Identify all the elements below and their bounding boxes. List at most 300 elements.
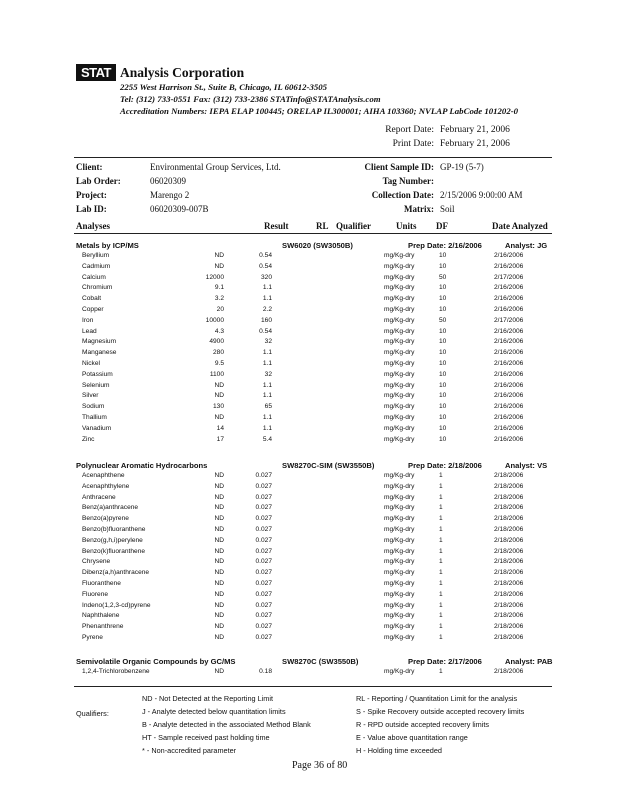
date-analyzed-value: 2/18/2006 [494, 493, 524, 501]
df-value: 10 [439, 392, 447, 400]
result-value: 20 [216, 306, 224, 313]
table-row [74, 349, 554, 359]
divider-top [74, 157, 552, 158]
col-analyses: Analyses [76, 221, 111, 231]
table-row [74, 263, 554, 273]
section-analyst-svoc: Analyst: PAB [505, 657, 553, 666]
units-value: mg/Kg-dry [384, 262, 415, 270]
company-contact: Tel: (312) 733-0551 Fax: (312) 733-2386 STATinfo@STATAnalysis.com [120, 94, 381, 104]
analyte-name: Acenaphthene [82, 472, 125, 479]
df-value: 1 [439, 601, 443, 609]
stat-logo: STAT [76, 64, 116, 81]
units-value: mg/Kg-dry [384, 273, 415, 281]
table-row [74, 591, 554, 601]
units-value: mg/Kg-dry [384, 472, 415, 479]
rl-value: 32 [264, 338, 272, 346]
section-analyst-pah: Analyst: VS [505, 461, 548, 470]
accreditation-numbers: Accreditation Numbers: IEPA ELAP 100445; ORELAP IL300001; AIHA 103360; NVLAP LabCode 101202-0 [120, 106, 519, 116]
df-value: 1 [439, 668, 443, 675]
df-value: 10 [439, 284, 447, 292]
date-analyzed-value: 2/16/2006 [494, 403, 524, 411]
report-date-label: Report Date: [385, 125, 434, 135]
qualifier-r: R - RPD outside accepted recovery limits [356, 720, 490, 729]
qualifier-star: * - Non-accredited parameter [142, 746, 237, 755]
table-row [74, 558, 554, 568]
table-row [74, 602, 554, 612]
rl-value: 65 [264, 403, 272, 411]
rl-value: 0.027 [255, 590, 272, 598]
qualifiers-label: Qualifiers: [76, 709, 109, 718]
project-label: Project: [76, 190, 107, 200]
result-value: ND [214, 536, 224, 544]
date-analyzed-value: 2/18/2006 [494, 590, 524, 598]
units-value: mg/Kg-dry [384, 403, 415, 411]
units-value: mg/Kg-dry [384, 504, 415, 512]
result-value: 280 [212, 349, 224, 357]
df-value: 10 [439, 262, 447, 270]
rl-value: 1.1 [262, 349, 272, 357]
units-value: mg/Kg-dry [384, 526, 415, 533]
df-value: 50 [439, 273, 447, 281]
table-row [74, 668, 554, 678]
collection-date-value: 2/15/2006 9:00:00 AM [440, 190, 523, 200]
table-row [74, 580, 554, 590]
df-value: 1 [439, 590, 443, 598]
analyte-name: Vanadium [82, 424, 112, 432]
units-value: mg/Kg-dry [384, 295, 415, 303]
rl-value: 0.54 [259, 327, 272, 335]
result-value: ND [214, 590, 224, 598]
df-value: 10 [439, 252, 447, 259]
units-value: mg/Kg-dry [384, 338, 415, 346]
table-row [74, 252, 554, 262]
df-value: 1 [439, 558, 443, 566]
date-analyzed-value: 2/16/2006 [494, 306, 524, 313]
result-value: ND [214, 558, 224, 566]
col-df: DF [436, 221, 448, 231]
date-analyzed-value: 2/16/2006 [494, 381, 524, 389]
qualifier-nd: ND - Not Detected at the Reporting Limit [142, 694, 273, 703]
result-value: ND [214, 569, 224, 577]
table-row [74, 504, 554, 514]
col-date-analyzed: Date Analyzed [492, 221, 548, 231]
units-value: mg/Kg-dry [384, 569, 415, 577]
table-row [74, 425, 554, 435]
df-value: 1 [439, 547, 443, 555]
table-row [74, 414, 554, 424]
table-row [74, 548, 554, 558]
result-value: ND [214, 381, 224, 389]
date-analyzed-value: 2/18/2006 [494, 623, 524, 631]
qualifier-b: B - Analyte detected in the associated Method Blank [142, 720, 311, 729]
df-value: 10 [439, 370, 447, 378]
table-row [74, 436, 554, 446]
df-value: 1 [439, 536, 443, 544]
date-analyzed-value: 2/18/2006 [494, 668, 524, 675]
units-value: mg/Kg-dry [384, 668, 415, 675]
result-value: ND [214, 252, 224, 259]
analyte-name: Zinc [82, 435, 95, 443]
analyte-name: Beryllium [82, 252, 110, 259]
rl-value: 0.027 [255, 623, 272, 631]
df-value: 1 [439, 580, 443, 587]
matrix-label: Matrix: [404, 204, 434, 214]
result-value: ND [214, 392, 224, 400]
date-analyzed-value: 2/17/2006 [494, 316, 524, 324]
qualifier-ht: HT - Sample received past holding time [142, 733, 270, 742]
df-value: 10 [439, 424, 447, 432]
df-value: 1 [439, 472, 443, 479]
df-value: 10 [439, 327, 447, 335]
date-analyzed-value: 2/16/2006 [494, 349, 524, 357]
result-value: 17 [216, 435, 224, 443]
df-value: 1 [439, 515, 443, 523]
date-analyzed-value: 2/18/2006 [494, 515, 524, 523]
table-row [74, 494, 554, 504]
result-value: 10000 [205, 316, 224, 324]
table-row [74, 569, 554, 579]
date-analyzed-value: 2/16/2006 [494, 424, 524, 432]
sample-id-value: GP-19 (5-7) [440, 162, 484, 172]
date-analyzed-value: 2/18/2006 [494, 601, 524, 609]
result-value: 14 [216, 424, 224, 432]
qualifier-e: E - Value above quantitation range [356, 733, 468, 742]
df-value: 10 [439, 349, 447, 357]
analyte-name: Sodium [82, 403, 105, 411]
result-value: ND [214, 668, 224, 675]
df-value: 1 [439, 612, 443, 620]
analyte-name: Cobalt [82, 295, 102, 303]
result-value: ND [214, 612, 224, 620]
units-value: mg/Kg-dry [384, 424, 415, 432]
table-row [74, 537, 554, 547]
units-value: mg/Kg-dry [384, 515, 415, 523]
rl-value: 1.1 [262, 392, 272, 400]
df-value: 10 [439, 414, 447, 421]
df-value: 1 [439, 569, 443, 577]
df-value: 1 [439, 526, 443, 533]
analyte-name: Pyrene [82, 634, 103, 641]
date-analyzed-value: 2/18/2006 [494, 547, 524, 555]
col-units: Units [396, 221, 417, 231]
analyte-name: 1,2,4-Trichlorobenzene [82, 668, 150, 675]
analyte-name: Copper [82, 306, 104, 313]
df-value: 10 [439, 295, 447, 303]
result-value: ND [214, 414, 224, 421]
qualifier-j: J - Analyte detected below quantitation limits [142, 707, 286, 716]
table-row [74, 612, 554, 622]
rl-value: 0.027 [255, 526, 272, 533]
date-analyzed-value: 2/16/2006 [494, 295, 524, 303]
table-row [74, 306, 554, 316]
analyte-name: Thallium [82, 414, 107, 421]
units-value: mg/Kg-dry [384, 536, 415, 544]
date-analyzed-value: 2/18/2006 [494, 526, 524, 533]
rl-value: 0.027 [255, 580, 272, 587]
matrix-value: Soil [440, 204, 455, 214]
analyte-name: Benzo(b)fluoranthene [82, 526, 146, 533]
analyte-name: Fluoranthene [82, 580, 121, 587]
report-date: February 21, 2006 [440, 125, 510, 135]
result-value: ND [214, 580, 224, 587]
rl-value: 0.027 [255, 601, 272, 609]
units-value: mg/Kg-dry [384, 623, 415, 631]
units-value: mg/Kg-dry [384, 601, 415, 609]
units-value: mg/Kg-dry [384, 590, 415, 598]
units-value: mg/Kg-dry [384, 284, 415, 292]
df-value: 10 [439, 381, 447, 389]
df-value: 10 [439, 306, 447, 313]
table-row [74, 634, 554, 644]
units-value: mg/Kg-dry [384, 547, 415, 555]
col-result: Result [264, 221, 289, 231]
table-row [74, 328, 554, 338]
section-prep-pah: Prep Date: 2/18/2006 [408, 461, 482, 470]
rl-value: 0.027 [255, 612, 272, 620]
date-analyzed-value: 2/16/2006 [494, 435, 524, 443]
result-value: ND [214, 547, 224, 555]
lab-id-label: Lab ID: [76, 204, 107, 214]
table-row [74, 392, 554, 402]
analyte-name: Chrysene [82, 558, 111, 566]
page-number: Page 36 of 80 [292, 760, 348, 771]
rl-value: 1.1 [262, 414, 272, 421]
units-value: mg/Kg-dry [384, 493, 415, 501]
date-analyzed-value: 2/16/2006 [494, 338, 524, 346]
df-value: 50 [439, 316, 447, 324]
units-value: mg/Kg-dry [384, 349, 415, 357]
result-value: ND [214, 634, 224, 641]
sample-id-label: Client Sample ID: [364, 162, 434, 172]
rl-value: 160 [260, 316, 272, 324]
date-analyzed-value: 2/17/2006 [494, 273, 524, 281]
rl-value: 0.027 [255, 482, 272, 490]
analyte-name: Selenium [82, 381, 110, 389]
units-value: mg/Kg-dry [384, 414, 415, 421]
units-value: mg/Kg-dry [384, 327, 415, 335]
rl-value: 0.027 [255, 472, 272, 479]
table-row [74, 371, 554, 381]
date-analyzed-value: 2/16/2006 [494, 262, 524, 270]
section-prep-metals: Prep Date: 2/16/2006 [408, 241, 482, 250]
qualifier-h: H - Holding time exceeded [356, 746, 442, 755]
date-analyzed-value: 2/18/2006 [494, 580, 524, 587]
table-row [74, 515, 554, 525]
result-value: ND [214, 526, 224, 533]
print-date: February 21, 2006 [440, 139, 510, 149]
analyte-name: Magnesium [82, 338, 117, 346]
rl-value: 0.027 [255, 569, 272, 577]
analyte-name: Chromium [82, 284, 113, 292]
divider-footer [74, 686, 552, 687]
df-value: 1 [439, 493, 443, 501]
analyte-name: Benzo(g,h,i)perylene [82, 536, 143, 544]
company-address: 2255 West Harrison St., Suite B, Chicago, IL 60612-3505 [120, 82, 328, 92]
date-analyzed-value: 2/18/2006 [494, 612, 524, 620]
table-row [74, 472, 554, 482]
qualifier-rl: RL - Reporting / Quantitation Limit for the analysis [356, 694, 518, 703]
analyte-name: Fluorene [82, 590, 109, 598]
rl-value: 320 [260, 273, 272, 281]
date-analyzed-value: 2/16/2006 [494, 414, 524, 421]
result-value: 3.2 [214, 295, 224, 303]
table-row [74, 526, 554, 536]
section-method-metals: SW6020 (SW3050B) [282, 241, 353, 250]
date-analyzed-value: 2/18/2006 [494, 634, 524, 641]
table-row [74, 403, 554, 413]
units-value: mg/Kg-dry [384, 558, 415, 566]
analyte-name: Calcium [82, 273, 106, 281]
result-value: ND [214, 623, 224, 631]
lab-order-label: Lab Order: [76, 176, 121, 186]
df-value: 1 [439, 482, 443, 490]
table-row [74, 483, 554, 493]
collection-date-label: Collection Date: [371, 190, 434, 200]
date-analyzed-value: 2/18/2006 [494, 569, 524, 577]
table-row [74, 284, 554, 294]
date-analyzed-value: 2/16/2006 [494, 252, 524, 259]
analyte-name: Acenaphthylene [82, 482, 130, 490]
result-value: 4900 [209, 338, 224, 346]
analyte-name: Lead [82, 327, 97, 335]
df-value: 10 [439, 338, 447, 346]
tag-number-label: Tag Number: [382, 176, 434, 186]
result-value: ND [214, 601, 224, 609]
units-value: mg/Kg-dry [384, 316, 415, 324]
rl-value: 1.1 [262, 284, 272, 292]
section-title-svoc: Semivolatile Organic Compounds by GC/MS [76, 657, 236, 666]
result-value: 130 [212, 403, 224, 411]
analyte-name: Dibenz(a,h)anthracene [82, 569, 150, 577]
rl-value: 5.4 [262, 435, 272, 443]
result-value: 9.5 [214, 360, 224, 367]
col-qualifier: Qualifier [336, 221, 371, 231]
date-analyzed-value: 2/16/2006 [494, 284, 524, 292]
units-value: mg/Kg-dry [384, 370, 415, 378]
analyte-name: Phenanthrene [82, 623, 124, 631]
rl-value: 1.1 [262, 381, 272, 389]
df-value: 10 [439, 403, 447, 411]
qualifier-s: S - Spike Recovery outside accepted recovery limits [356, 707, 525, 716]
rl-value: 0.54 [259, 252, 272, 259]
table-row [74, 360, 554, 370]
df-value: 1 [439, 504, 443, 512]
units-value: mg/Kg-dry [384, 306, 415, 313]
analyte-name: Anthracene [82, 493, 116, 501]
section-title-pah: Polynuclear Aromatic Hydrocarbons [76, 461, 208, 470]
rl-value: 0.027 [255, 536, 272, 544]
units-value: mg/Kg-dry [384, 381, 415, 389]
df-value: 1 [439, 634, 443, 641]
table-row [74, 317, 554, 327]
units-value: mg/Kg-dry [384, 435, 415, 443]
df-value: 10 [439, 360, 447, 367]
units-value: mg/Kg-dry [384, 634, 415, 641]
result-value: ND [214, 262, 224, 270]
analyte-name: Manganese [82, 349, 117, 357]
analyte-name: Naphthalene [82, 612, 120, 620]
result-value: 4.3 [214, 327, 224, 335]
analyte-name: Benzo(k)fluoranthene [82, 547, 146, 555]
section-method-svoc: SW8270C (SW3550B) [282, 657, 359, 666]
rl-value: 0.027 [255, 493, 272, 501]
date-analyzed-value: 2/18/2006 [494, 536, 524, 544]
company-name: Analysis Corporation [120, 65, 245, 80]
result-value: ND [214, 472, 224, 479]
units-value: mg/Kg-dry [384, 482, 415, 490]
df-value: 1 [439, 623, 443, 631]
rl-value: 32 [264, 370, 272, 378]
lab-id-value: 06020309-007B [150, 204, 209, 214]
result-value: 1100 [209, 370, 224, 378]
date-analyzed-value: 2/16/2006 [494, 370, 524, 378]
analyte-name: Benzo(a)pyrene [82, 515, 129, 523]
date-analyzed-value: 2/18/2006 [494, 482, 524, 490]
section-title-metals: Metals by ICP/MS [76, 241, 139, 250]
table-row [74, 338, 554, 348]
rl-value: 1.1 [262, 360, 272, 367]
date-analyzed-value: 2/18/2006 [494, 472, 524, 479]
rl-value: 0.027 [255, 634, 272, 641]
table-row [74, 382, 554, 392]
analyte-name: Indeno(1,2,3-cd)pyrene [82, 601, 151, 609]
print-date-label: Print Date: [392, 139, 434, 149]
rl-value: 0.027 [255, 558, 272, 566]
project-value: Marengo 2 [150, 190, 190, 200]
result-value: ND [214, 493, 224, 501]
units-value: mg/Kg-dry [384, 252, 415, 259]
rl-value: 0.027 [255, 547, 272, 555]
col-rl: RL [316, 221, 329, 231]
table-row [74, 295, 554, 305]
rl-value: 0.027 [255, 515, 272, 523]
rl-value: 0.18 [259, 668, 272, 675]
rl-value: 0.027 [255, 504, 272, 512]
df-value: 10 [439, 435, 447, 443]
date-analyzed-value: 2/18/2006 [494, 504, 524, 512]
client-value: Environmental Group Services, Ltd. [150, 162, 281, 172]
analyte-name: Silver [82, 392, 99, 400]
date-analyzed-value: 2/16/2006 [494, 392, 524, 400]
section-prep-svoc: Prep Date: 2/17/2006 [408, 657, 482, 666]
result-value: ND [214, 515, 224, 523]
section-method-pah: SW8270C-SIM (SW3550B) [282, 461, 375, 470]
analyte-name: Nickel [82, 360, 100, 367]
units-value: mg/Kg-dry [384, 360, 415, 367]
date-analyzed-value: 2/16/2006 [494, 327, 524, 335]
analyte-name: Potassium [82, 370, 113, 378]
rl-value: 1.1 [262, 295, 272, 303]
rl-value: 2.2 [262, 306, 272, 313]
units-value: mg/Kg-dry [384, 392, 415, 400]
units-value: mg/Kg-dry [384, 612, 415, 620]
date-analyzed-value: 2/18/2006 [494, 558, 524, 566]
table-row [74, 623, 554, 633]
result-value: ND [214, 482, 224, 490]
result-value: ND [214, 504, 224, 512]
result-value: 9.1 [214, 284, 224, 292]
analyte-name: Iron [82, 316, 94, 324]
section-analyst-metals: Analyst: JG [505, 241, 548, 250]
result-value: 12000 [205, 273, 224, 281]
divider-columns [74, 233, 552, 234]
units-value: mg/Kg-dry [384, 580, 415, 587]
table-row [74, 274, 554, 284]
rl-value: 1.1 [262, 424, 272, 432]
lab-order-value: 06020309 [150, 176, 186, 186]
rl-value: 0.54 [259, 262, 272, 270]
client-label: Client: [76, 162, 103, 172]
